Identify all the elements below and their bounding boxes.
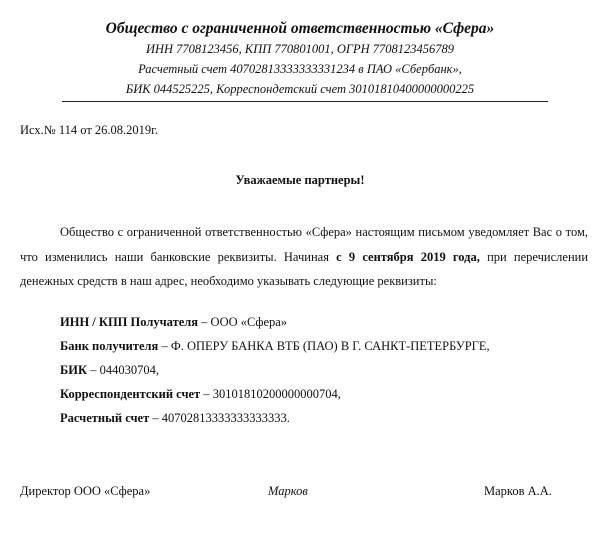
requisite-label: Банк получителя (60, 339, 159, 353)
signatory-role: Директор ООО «Сфера» (20, 484, 151, 498)
header-divider (62, 101, 548, 102)
requisite-value: Ф. ОПЕРУ БАНКА ВТБ (ПАО) В Г. САНКТ-ПЕТЕРБУРГЕ, (170, 339, 490, 353)
signatory-name: Марков А.А. (484, 484, 552, 498)
requisite-label: БИК (60, 363, 88, 377)
requisite-sep: – (200, 387, 213, 401)
requisite-settlement-account (60, 411, 290, 426)
requisite-value: 044030704, (99, 363, 159, 377)
company-details-line-3: БИК 044525225, Корреспондетский счет 30101810400000000225 (125, 82, 475, 96)
requisite-sep: – (158, 339, 171, 353)
requisite-correspondent-account (60, 387, 341, 402)
requisite-inn-kpp (60, 315, 287, 330)
outgoing-reference: Исх.№ 114 от 26.08.2019г. (20, 123, 159, 137)
requisite-value: ООО «Сфера» (210, 315, 288, 329)
requisite-value: 40702813333333333333. (161, 411, 290, 425)
letter-body (20, 220, 588, 294)
requisite-sep: – (149, 411, 162, 425)
requisite-sep: – (87, 363, 100, 377)
body-effective-date: с 9 сентября 2019 года, (336, 249, 480, 264)
requisite-label: ИНН / КПП Получателя (60, 315, 199, 329)
company-details-line-1: ИНН 7708123456, КПП 770801001, ОГРН 7708123456789 (145, 42, 455, 56)
handwritten-signature: Марков (268, 484, 308, 498)
company-details-line-2: Расчетный счет 40702813333333331234 в ПАО «Сбербанк», (138, 62, 462, 76)
body-text-part-2: при перечислении денежных средств в наш адрес, необходимо указывать следующие реквизиты: (20, 249, 589, 288)
requisite-bik (60, 363, 159, 378)
requisite-label: Расчетный счет (60, 411, 150, 425)
requisite-bank (60, 339, 490, 354)
greeting: Уважаемые партнеры! (235, 173, 365, 187)
body-text-part-1: Общество с ограниченной ответственностью «Сфера» настоящим письмом уведомляет Вас о том, что изменились наши банковские реквизиты. Начиная (20, 225, 588, 264)
requisite-sep: – (198, 315, 211, 329)
requisite-label: Корреспондентский счет (60, 387, 201, 401)
requisite-value: 30101810200000000704, (212, 387, 341, 401)
company-name: Общество с ограниченной ответственностью «Сфера» (105, 20, 495, 37)
